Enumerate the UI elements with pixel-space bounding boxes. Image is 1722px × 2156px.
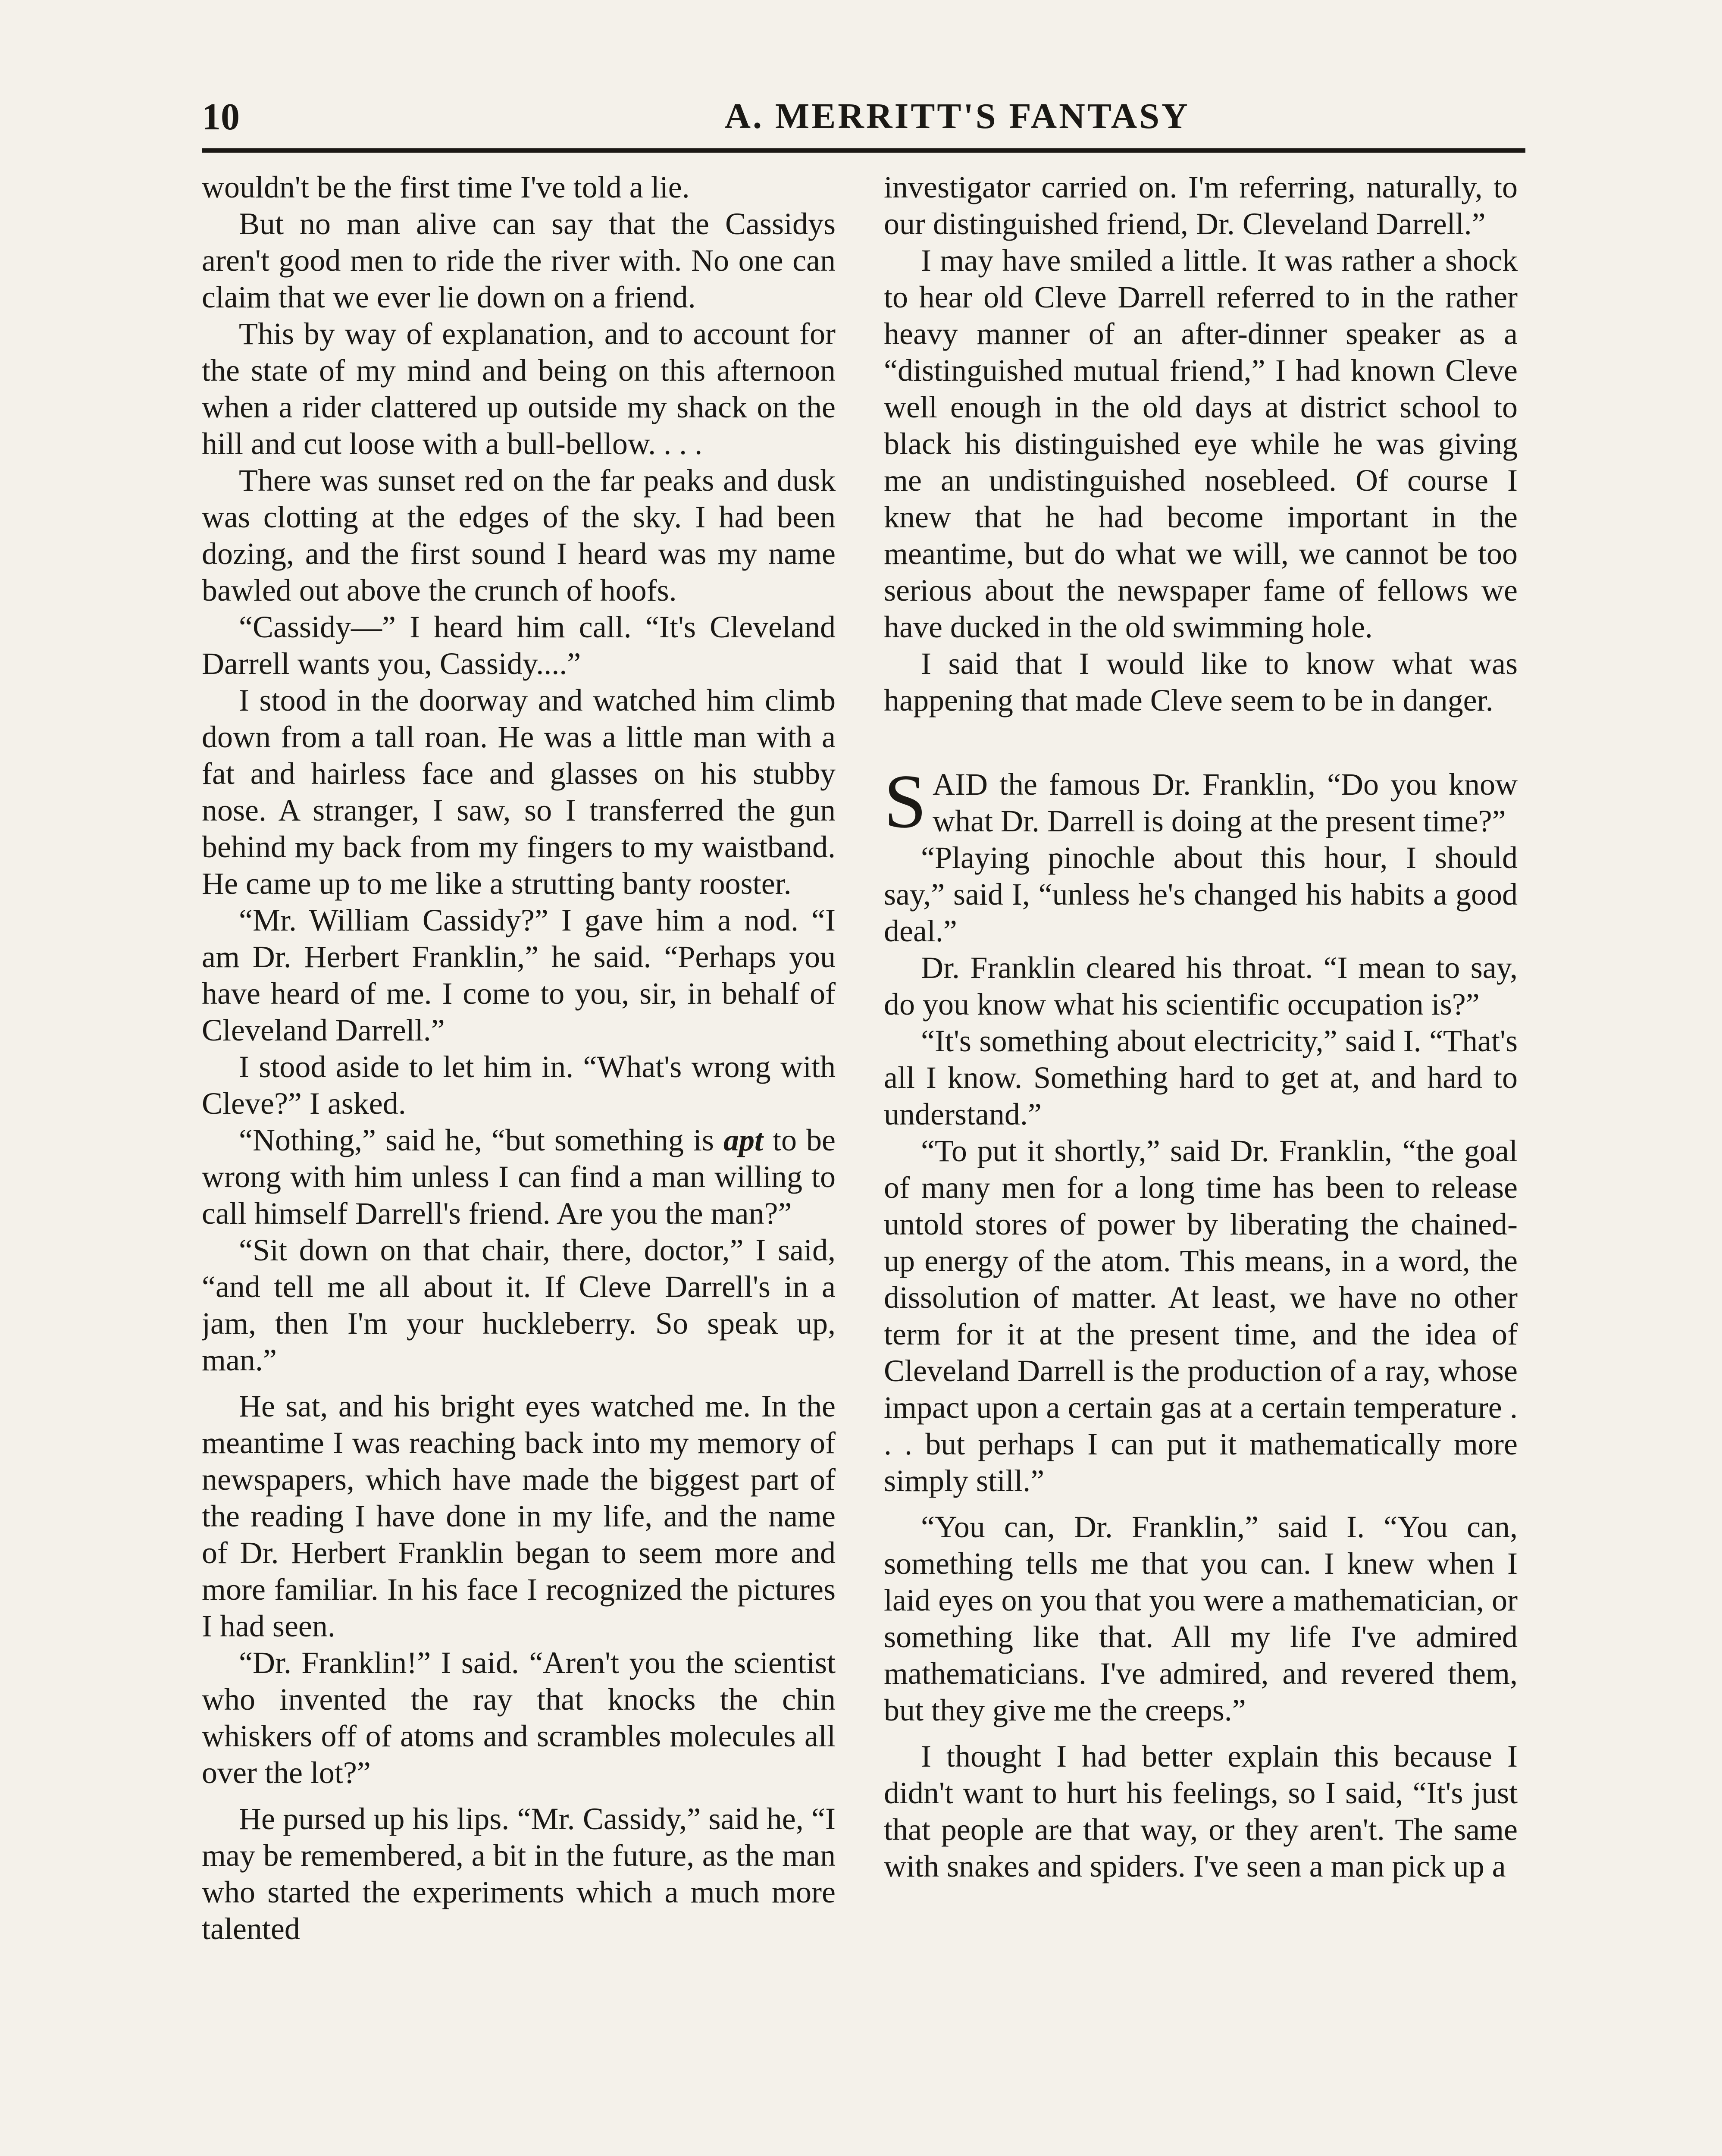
paragraph-text: to be wrong with him unless I can find a man willing to call himself Darrell's friend. Are you the man?”: [202, 1123, 836, 1231]
paragraph: wouldn't be the first time I've told a lie.: [202, 170, 690, 204]
paragraph: investigator carried on. I'm referring, naturally, to our distinguished friend, Dr. Cleveland Darrell.”: [884, 170, 1518, 241]
paragraph: “Mr. William Cassidy?” I gave him a nod. “I am Dr. Herbert Franklin,” he said. “Perhaps you have heard of me. I come to you, sir, in behalf of Cleveland Darrell.”: [202, 903, 836, 1047]
paragraph-text: “Nothing,” said he, “but something is: [239, 1123, 723, 1157]
paragraph: “Playing pinochle about this hour, I should say,” said I, “unless he's changed his habits a good deal.”: [884, 840, 1518, 948]
paragraph: I stood in the doorway and watched him climb down from a tall roan. He was a little man with a fat and hairless face and glasses on his stubby nose. A stranger, I saw, so I transferred the gun behind my back from my fingers to my waistband. He came up to me like a strutting banty rooster.: [202, 683, 836, 901]
drop-cap: S: [884, 758, 927, 844]
left-column: [202, 169, 836, 2156]
header-rule: [202, 148, 1525, 153]
paragraph: But no man alive can say that the Cassidys aren't good men to ride the river with. No one can claim that we ever lie down on a friend.: [202, 207, 836, 314]
paragraph: “It's something about electricity,” said I. “That's all I know. Something hard to get at, and hard to understand.”: [884, 1024, 1518, 1131]
paragraph: He pursed up his lips. “Mr. Cassidy,” said he, “I may be remembered, a bit in the future, as the man who started the experiments which a much more talented: [202, 1802, 836, 1946]
paragraph: There was sunset red on the far peaks and dusk was clotting at the edges of the sky. I had been dozing, and the first sound I heard was my name bawled out above the crunch of hoofs.: [202, 463, 836, 608]
paragraph: I may have smiled a little. It was rather a shock to hear old Cleve Darrell referred to in the rather heavy manner of an after-dinner speaker as a “distinguished mutual friend,” I had known Cleve well enough in the old days at district school to black his distinguished eye while he was giving me an undistinguished nosebleed. Of course I knew that he had become important in the meantime, but do what we will, we cannot be too serious about the newspaper fame of fellows we have ducked in the old swimming hole.: [884, 243, 1518, 644]
right-column: [884, 169, 1518, 2156]
paragraph: “Dr. Franklin!” I said. “Aren't you the scientist who invented the ray that knocks the chin whiskers off of atoms and scrambles molecules all over the lot?”: [202, 1645, 836, 1790]
page-number: 10: [202, 96, 240, 138]
running-head: A. MERRITT'S FANTASY: [724, 96, 1190, 136]
paragraph: “Sit down on that chair, there, doctor,” I said, “and tell me all about it. If Cleve Darrell's in a jam, then I'm your huckleberry. So speak up, man.”: [202, 1233, 836, 1377]
paragraph: “To put it shortly,” said Dr. Franklin, “the goal of many men for a long time has been to release untold stores of power by liberating the chained-up energy of the atom. This means, in a word, the dissolution of matter. At least, we have no other term for it at the present time, and the idea of Cleveland Darrell is the production of a ray, whose impact upon a certain gas at a certain temperature . . . but perhaps I can put it mathematically more simply still.”: [884, 1134, 1518, 1498]
paragraph-text: AID the famous Dr. Franklin, “Do you know what Dr. Darrell is doing at the present time?”: [933, 767, 1518, 838]
paragraph: “You can, Dr. Franklin,” said I. “You can, something tells me that you can. I knew when I laid eyes on you that you were a mathematician, or something like that. All my life I've admired mathematicians. I've admired, and revered them, but they give me the creeps.”: [884, 1510, 1518, 1727]
paragraph: I said that I would like to know what was happening that made Cleve seem to be in danger.: [884, 646, 1518, 718]
paragraph: This by way of explanation, and to account for the state of my mind and being on this afternoon when a rider clattered up outside my shack on the hill and cut loose with a bull-bellow. . . .: [202, 317, 836, 461]
paragraph: Dr. Franklin cleared his throat. “I mean to say, do you know what his scientific occupation is?”: [884, 950, 1518, 1022]
section-opening-paragraph: [884, 758, 1518, 844]
paragraph: I stood aside to let him in. “What's wrong with Cleve?” I asked.: [202, 1050, 836, 1121]
emphasis-text: apt: [723, 1123, 763, 1157]
paragraph: [202, 1122, 836, 1232]
paragraph: “Cassidy—” I heard him call. “It's Cleveland Darrell wants you, Cassidy....”: [202, 610, 836, 681]
paragraph: I thought I had better explain this because I didn't want to hurt his feelings, so I said, “It's just that people are that way, or they aren't. The same with snakes and spiders. I've seen a man pick up a: [884, 1739, 1518, 1883]
paragraph: He sat, and his bright eyes watched me. In the meantime I was reaching back into my memory of newspapers, which have made the biggest part of the reading I have done in my life, and the name of Dr. Herbert Franklin began to seem more and more familiar. In his face I recognized the pictures I had seen.: [202, 1389, 836, 1643]
